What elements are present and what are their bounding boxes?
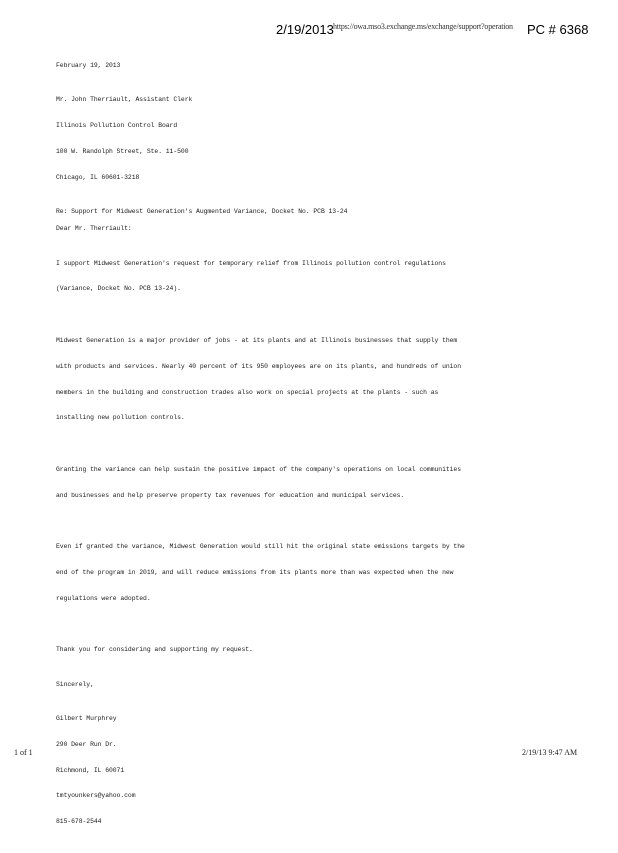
paragraph-line: Midwest Generation is a major provider of jobs - at its plants and at Illinois businesses that supply them (56, 337, 458, 344)
fax-date-stamp: 2/19/2013 (276, 22, 334, 37)
signature-phone: 815-678-2544 (56, 818, 102, 826)
pc-number-stamp: PC # 6368 (527, 22, 589, 37)
re-line: Re: Support for Midwest Generation's Augmented Variance, Docket No. PCB 13-24 (56, 208, 348, 216)
body-paragraph (56, 629, 576, 672)
paragraph-line: with products and services. Nearly 40 percent of its 950 employees are on its plants, and hundreds of union (56, 362, 461, 370)
paragraph-line: (Variance, Docket No. PCB 13-24). (56, 285, 181, 293)
signature-address: 290 Deer Run Dr. (56, 740, 117, 748)
body-paragraph (56, 526, 576, 621)
signature-block (56, 698, 576, 844)
signature-email: tmtyounkers@yahoo.com (56, 792, 136, 800)
letter-date: February 19, 2013 (56, 62, 121, 69)
signature-name: Gilbert Murphrey (56, 715, 117, 723)
paragraph-line: regulations were adopted. (56, 594, 151, 602)
paragraph-line: Thank you for considering and supporting my request. (56, 646, 253, 654)
recipient-line: 100 W. Randolph Street, Ste. 11-500 (56, 147, 189, 155)
paragraph-line: and businesses and help preserve property tax revenues for education and municipal services. (56, 491, 405, 499)
paragraph-line: Granting the variance can help sustain the positive impact of the company's operations on local communities (56, 465, 461, 473)
recipient-line: Chicago, IL 60601-3218 (56, 173, 140, 181)
paragraph-line: Even if granted the variance, Midwest Generation would still hit the original state emissions targets by the (56, 543, 465, 551)
signature-city: Richmond, IL 60071 (56, 766, 125, 774)
recipient-line: Mr. John Therriault, Assistant Clerk (56, 96, 193, 104)
letter-body (56, 62, 576, 853)
footer-timestamp: 2/19/13 9:47 AM (522, 748, 578, 757)
source-url: https://owa.mso3.exchange.ms/exchange/support?operation (333, 22, 513, 31)
body-paragraph (56, 242, 576, 311)
page-count: 1 of 1 (14, 748, 33, 757)
closing: Sincerely, (56, 680, 94, 688)
paragraph-line: end of the program in 2019, and will reduce emissions from its plants more than was expected when the new (56, 569, 454, 577)
body-paragraph (56, 320, 576, 440)
recipient-block (56, 79, 576, 199)
recipient-line: Illinois Pollution Control Board (56, 122, 178, 130)
paragraph-line: installing new pollution controls. (56, 414, 185, 422)
paragraph-line: members in the building and construction trades also work on special projects at the plants - such as (56, 388, 439, 396)
salutation: Dear Mr. Therriault: (56, 225, 132, 233)
paragraph-line: I support Midwest Generation's request for temporary relief from Illinois pollution control regulations (56, 259, 446, 267)
body-paragraph (56, 449, 576, 518)
